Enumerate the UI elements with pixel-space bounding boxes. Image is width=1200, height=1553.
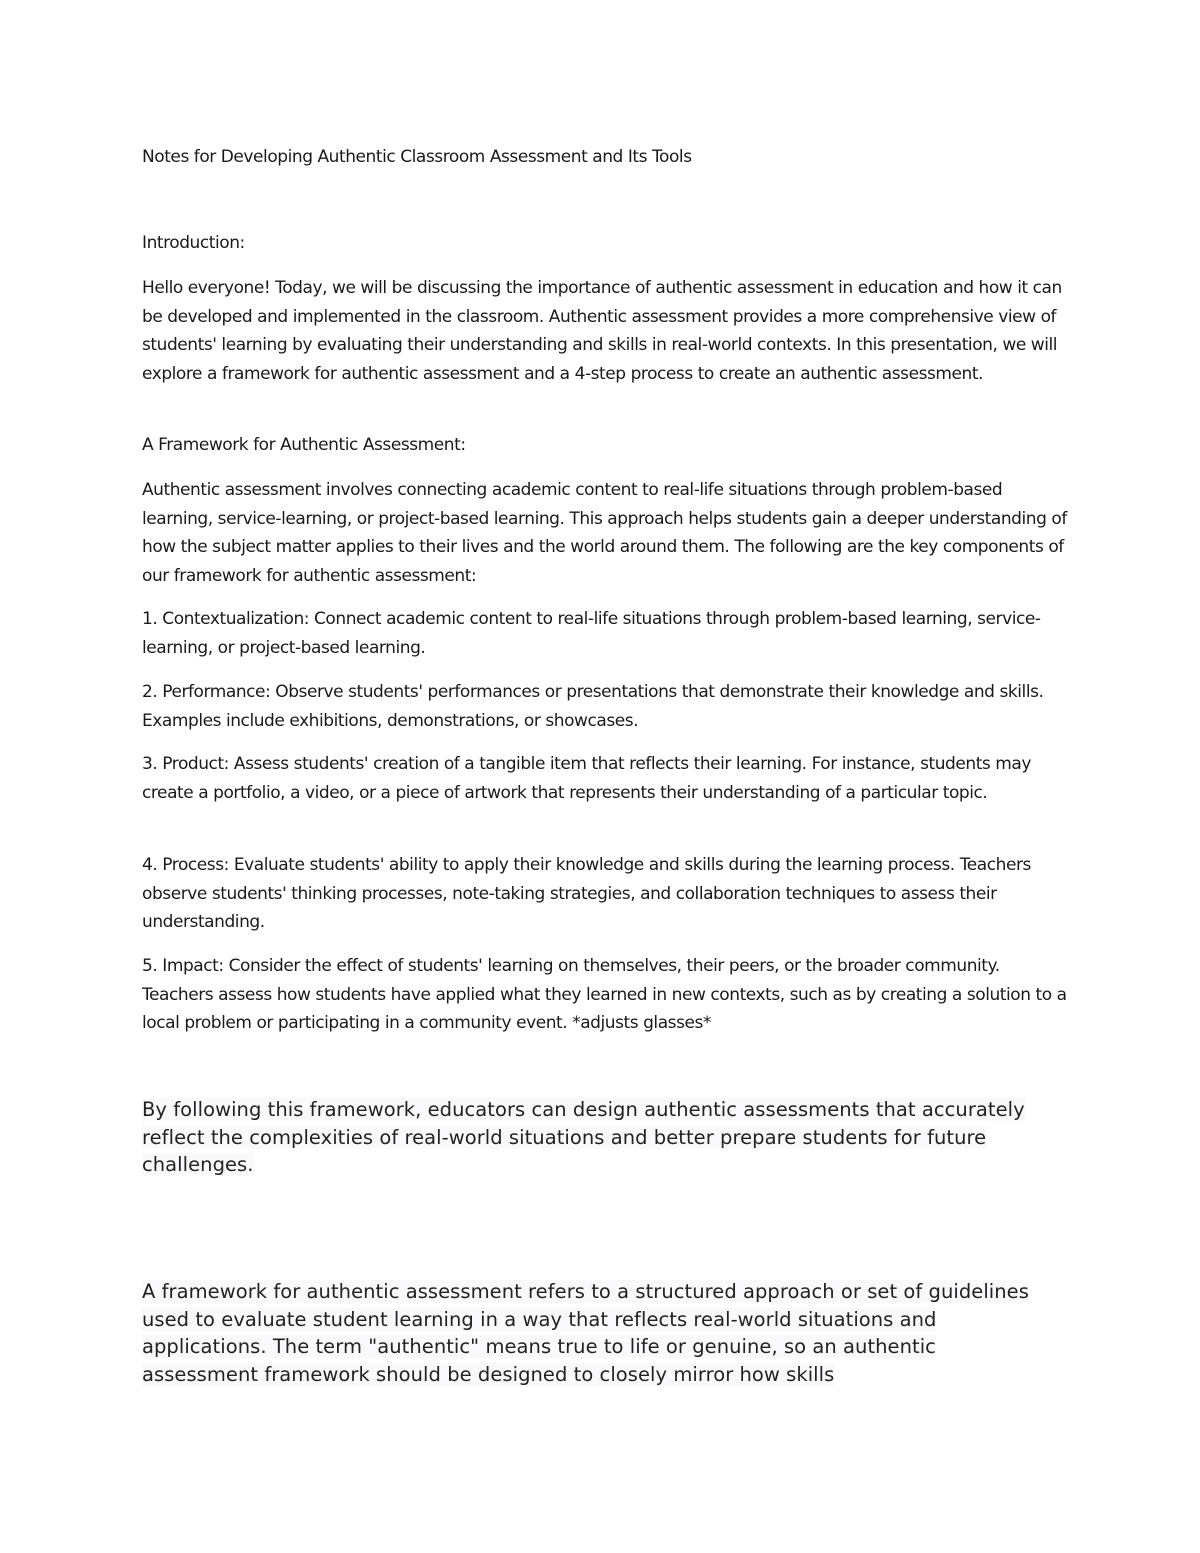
framework-item-product: 3. Product: Assess students' creation of a tangible item that reflects their learning. For instance, students may create a portfolio, a video, or a piece of artwork that represents their understanding of a particular topic. [142, 754, 1031, 803]
framework-item-contextualization: 1. Contextualization: Connect academic content to real-life situations through problem-based learning, service-learning, or project-based learning. [142, 609, 1041, 658]
framework-item-performance: 2. Performance: Observe students' performances or presentations that demonstrate their knowledge and skills. Examples include exhibitions, demonstrations, or showcases. [142, 682, 1044, 731]
framework-item-process: 4. Process: Evaluate students' ability to apply their knowledge and skills during the learning process. Teachers observe students' thinking processes, note-taking strategies, and collaboration techniques to assess their understanding. [142, 855, 1031, 932]
closing-paragraph-summary: By following this framework, educators can design authentic assessments that accurately reflect the complexities of real-world situations and better prepare students for future challenges. [142, 1098, 1025, 1176]
closing-paragraph-definition: A framework for authentic assessment refers to a structured approach or set of guidelines used to evaluate student learning in a way that reflects real-world situations and applications. The term "authentic" means true to life or genuine, so an authentic assessment framework should be designed to closely mirror how skills [142, 1280, 1029, 1386]
framework-item-impact: 5. Impact: Consider the effect of students' learning on themselves, their peers, or the broader community. Teachers assess how students have applied what they learned in new contexts, such as by creating a solution to a local problem or participating in a community event. *adjusts glasses* [142, 956, 1067, 1033]
framework-heading: A Framework for Authentic Assessment: [142, 435, 466, 455]
document-title: Notes for Developing Authentic Classroom Assessment and Its Tools [142, 147, 692, 167]
framework-paragraph: Authentic assessment involves connecting academic content to real-life situations through problem-based learning, service-learning, or project-based learning. This approach helps students gain a deeper understanding of how the subject matter applies to their lives and the world around them. The following are the key components of our framework for authentic assessment: [142, 480, 1067, 586]
introduction-paragraph: Hello everyone! Today, we will be discussing the importance of authentic assessment in education and how it can be developed and implemented in the classroom. Authentic assessment provides a more comprehensive view of students' learning by evaluating their understanding and skills in real-world contexts. In this presentation, we will explore a framework for authentic assessment and a 4-step process to create an authentic assessment. [142, 278, 1062, 384]
introduction-heading: Introduction: [142, 233, 245, 253]
